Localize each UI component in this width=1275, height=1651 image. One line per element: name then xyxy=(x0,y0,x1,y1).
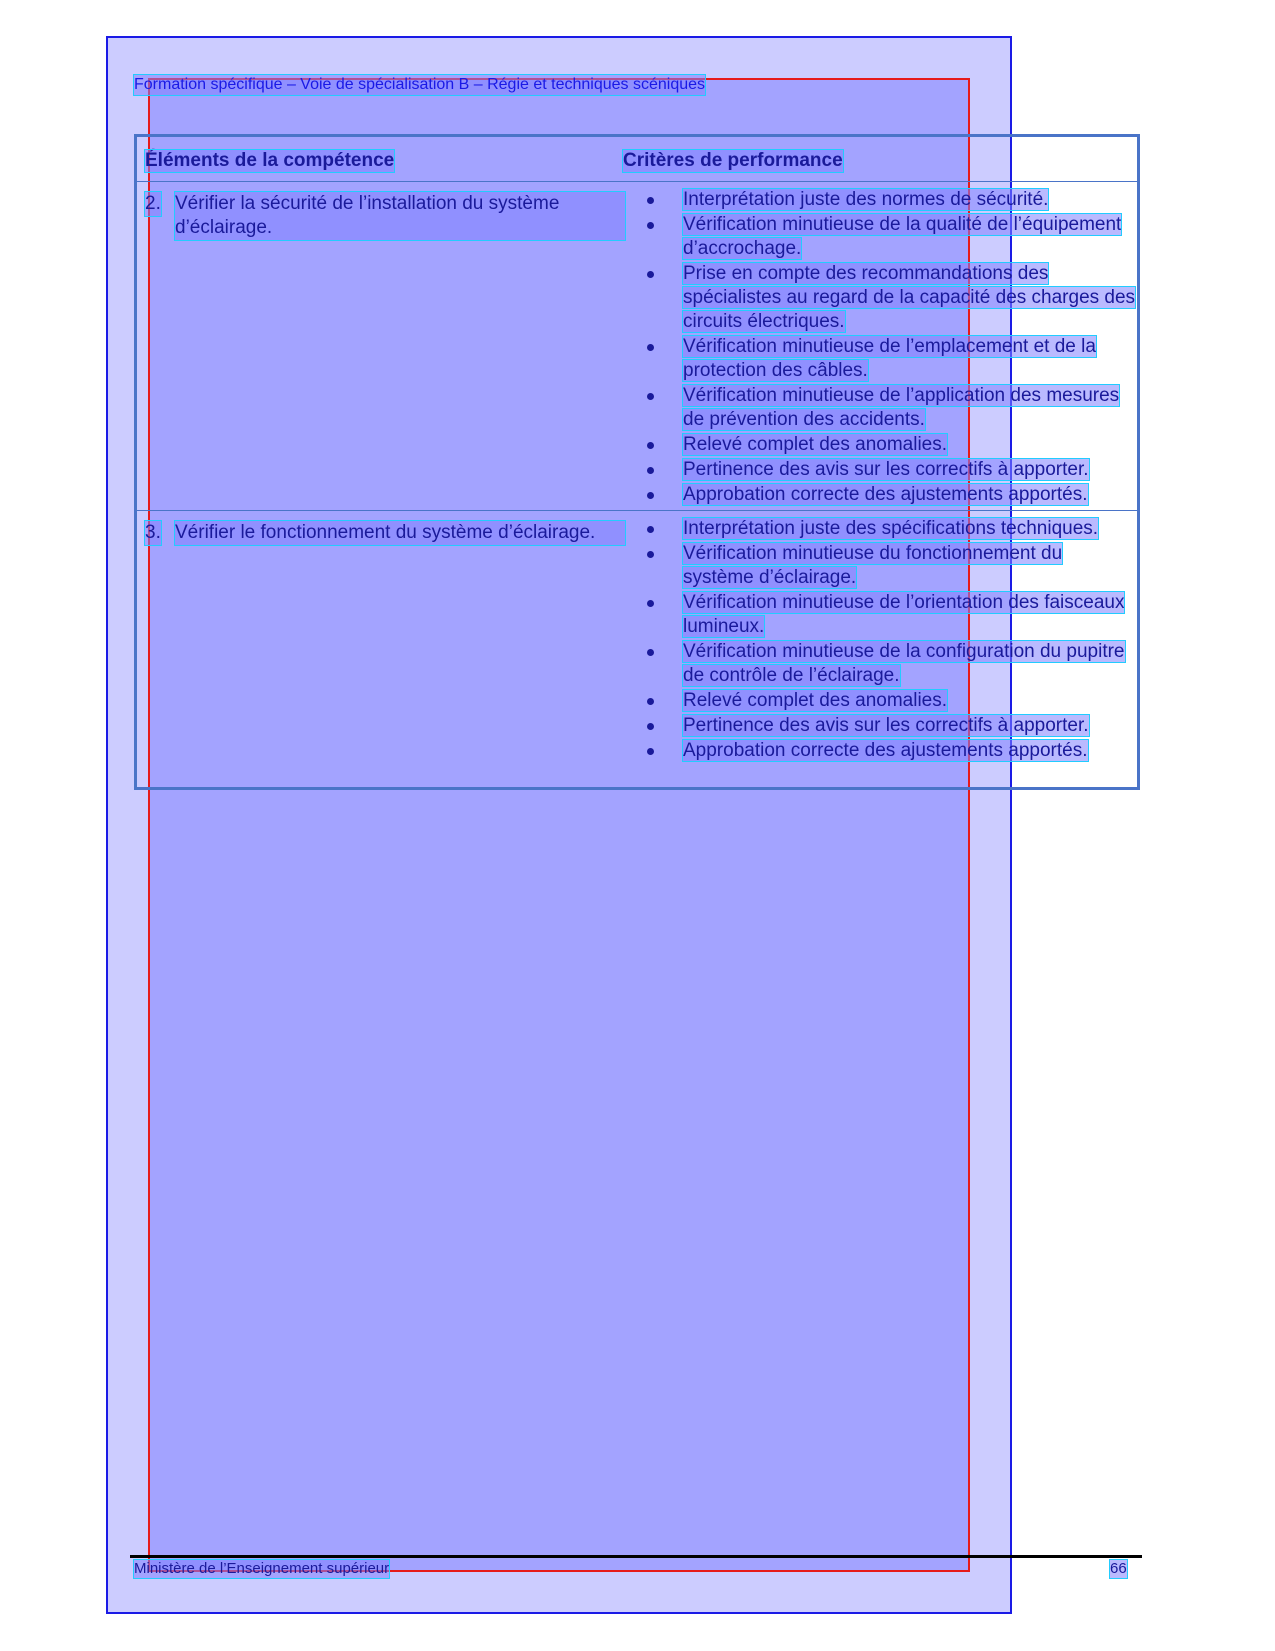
bullet-icon xyxy=(647,271,654,278)
criterion-text: Relevé complet des anomalies. xyxy=(683,434,948,455)
criterion-text: Vérification minutieuse de la qualité de l’équipement d’accrochage. xyxy=(683,214,1122,259)
list-item xyxy=(647,689,1137,713)
list-item xyxy=(647,591,1137,639)
list-item xyxy=(647,517,1137,541)
column-header-elements: Éléments de la compétence xyxy=(145,150,395,171)
criterion-text: Interprétation juste des normes de sécurité. xyxy=(683,189,1049,210)
criteria-cell xyxy=(647,188,1137,508)
bullet-icon xyxy=(647,492,654,499)
list-item xyxy=(647,542,1137,590)
bullet-icon xyxy=(647,442,654,449)
criterion-text: Pertinence des avis sur les correctifs à apporter. xyxy=(683,459,1089,480)
criterion-text: Approbation correcte des ajustements apportés. xyxy=(683,740,1088,761)
criterion-text: Vérification minutieuse de l’orientation des faisceaux lumineux. xyxy=(683,592,1125,637)
criterion-text: Pertinence des avis sur les correctifs à apporter. xyxy=(683,715,1089,736)
criterion-text: Vérification minutieuse de l’emplacement et de la protection des câbles. xyxy=(683,336,1096,381)
criterion-text: Vérification minutieuse de l’application des mesures de prévention des accidents. xyxy=(683,385,1120,430)
element-text: Vérifier la sécurité de l’installation du système d’éclairage. xyxy=(175,192,625,240)
list-item xyxy=(647,433,1137,457)
criteria-list xyxy=(647,517,1137,763)
list-item xyxy=(647,640,1137,688)
table-row xyxy=(137,182,1137,511)
criterion-text: Vérification minutieuse du fonctionnement du système d’éclairage. xyxy=(683,543,1063,588)
bullet-icon xyxy=(647,526,654,533)
bullet-icon xyxy=(647,197,654,204)
list-item xyxy=(647,483,1137,507)
criteria-cell xyxy=(647,517,1137,764)
bullet-icon xyxy=(647,649,654,656)
list-item xyxy=(647,458,1137,482)
criterion-text: Vérification minutieuse de la configuration du pupitre de contrôle de l’éclairage. xyxy=(683,641,1125,686)
column-header-criteria: Critères de performance xyxy=(623,150,843,171)
table-header-row xyxy=(137,137,1137,182)
criterion-text: Prise en compte des recommandations des spécialistes au regard de la capacité des charges des circuits électriques. xyxy=(683,263,1136,332)
list-item xyxy=(647,188,1137,212)
list-item xyxy=(647,384,1137,432)
running-header: Formation spécifique – Voie de spécialisation B – Régie et techniques scéniques xyxy=(134,76,706,93)
bullet-icon xyxy=(647,698,654,705)
element-text: Vérifier le fonctionnement du système d’éclairage. xyxy=(175,521,625,545)
footer-divider xyxy=(130,1555,1142,1558)
bullet-icon xyxy=(647,467,654,474)
list-item xyxy=(647,335,1137,383)
criterion-text: Relevé complet des anomalies. xyxy=(683,690,948,711)
criteria-list xyxy=(647,188,1137,507)
footer-ministry: Ministère de l’Enseignement supérieur xyxy=(134,1560,390,1577)
list-item xyxy=(647,213,1137,261)
list-item xyxy=(647,714,1137,738)
table-row xyxy=(137,511,1137,787)
criterion-text: Approbation correcte des ajustements apportés. xyxy=(683,484,1088,505)
page-number: 66 xyxy=(1110,1560,1127,1577)
bullet-icon xyxy=(647,344,654,351)
bullet-icon xyxy=(647,600,654,607)
bullet-icon xyxy=(647,393,654,400)
list-item xyxy=(647,262,1137,334)
bullet-icon xyxy=(647,551,654,558)
element-number: 2. xyxy=(145,193,161,214)
bullet-icon xyxy=(647,222,654,229)
competence-table xyxy=(134,134,1140,790)
element-number: 3. xyxy=(145,522,161,543)
bullet-icon xyxy=(647,723,654,730)
list-item xyxy=(647,739,1137,763)
bullet-icon xyxy=(647,748,654,755)
criterion-text: Interprétation juste des spécifications techniques. xyxy=(683,518,1099,539)
